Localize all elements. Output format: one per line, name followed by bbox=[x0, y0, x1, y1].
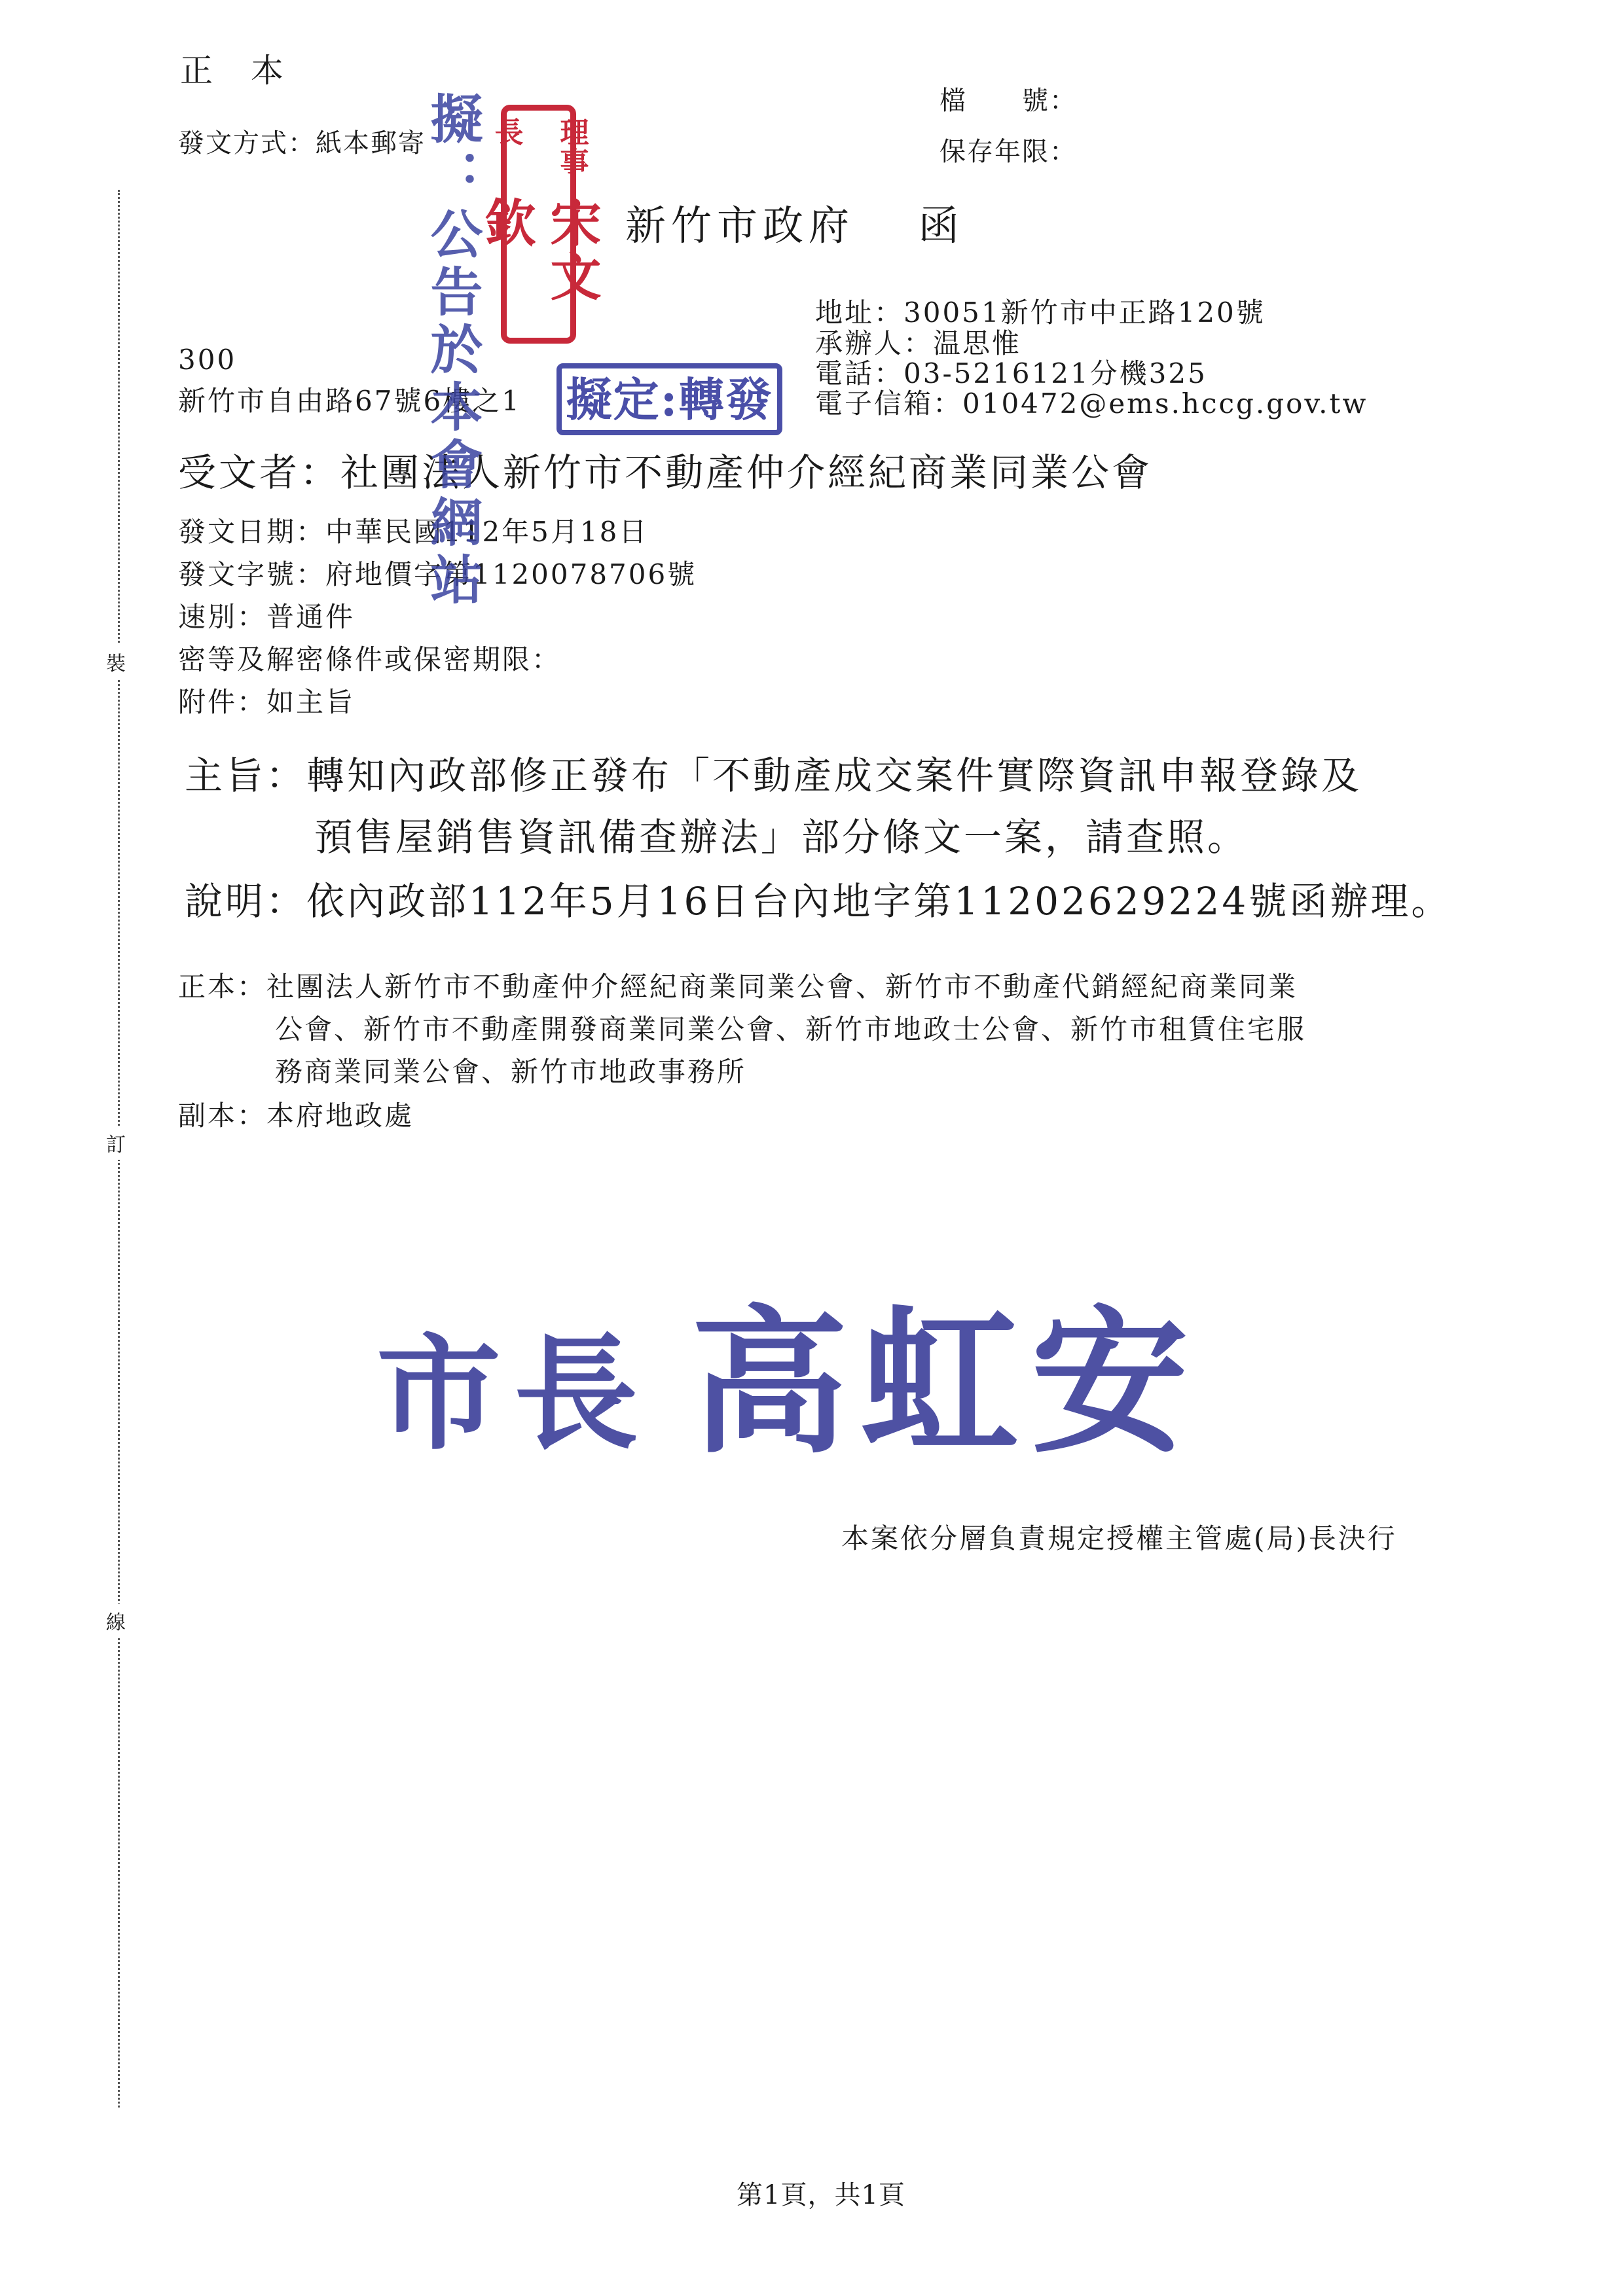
subject-line-1: 主旨：轉知內政部修正發布「不動產成交案件實際資訊申報登錄及 bbox=[185, 753, 1362, 798]
speed: 速別：普通件 bbox=[178, 601, 356, 633]
binding-char-2: 訂 bbox=[106, 1126, 126, 1160]
distribution-original-line-1: 正本：社團法人新竹市不動產仲介經紀商業同業公會、新竹市不動產代銷經紀商業同業 bbox=[178, 971, 1298, 1003]
recipient-postal-code: 300 bbox=[178, 344, 237, 376]
recipient-address: 新竹市自由路67號6樓之1 bbox=[178, 385, 521, 417]
mayor-title: 市長 bbox=[376, 1321, 652, 1467]
page-number: 第1頁，共1頁 bbox=[737, 2180, 905, 2210]
chairman-name: 宋文欽 bbox=[476, 196, 602, 304]
delivery-method: 發文方式：紙本郵寄 bbox=[178, 128, 426, 158]
recipient-to: 受文者：社團法人新竹市不動產仲介經紀商業同業公會 bbox=[178, 450, 1153, 495]
confidentiality: 密等及解密條件或保密期限： bbox=[178, 643, 562, 675]
attachment: 附件：如主旨 bbox=[178, 686, 356, 718]
distribution-copy: 副本：本府地政處 bbox=[178, 1100, 414, 1132]
issue-date: 發文日期：中華民國112年5月18日 bbox=[178, 516, 649, 548]
mayor-signature-seal bbox=[376, 1257, 1201, 1482]
delegation-note: 本案依分層負責規定授權主管處(局)長決行 bbox=[841, 1522, 1397, 1554]
sender-address: 地址：30051新竹市中正路120號 bbox=[815, 296, 1266, 329]
binding-char-3: 線 bbox=[106, 1604, 126, 1638]
distribution-original-line-2: 公會、新竹市不動產開發商業同業公會、新竹市地政士公會、新竹市租賃住宅服 bbox=[275, 1013, 1307, 1045]
binding-char-1: 裝 bbox=[106, 645, 126, 679]
retention-label: 保存年限： bbox=[939, 137, 1077, 167]
file-number-label: 檔 號： bbox=[939, 86, 1077, 116]
sender-org-title: 新竹市政府 函 bbox=[625, 202, 964, 249]
explanation: 說明：依內政部112年5月16日台內地字第11202629224號函辦理。 bbox=[185, 879, 1452, 924]
chairman-title: 理事長 bbox=[489, 117, 589, 177]
subject-line-2: 預售屋銷售資訊備查辦法」部分條文一案，請查照。 bbox=[314, 815, 1249, 859]
contact-email: 電子信箱：010472@ems.hccg.gov.tw bbox=[815, 387, 1368, 420]
contact-phone: 電話：03-5216121分機325 bbox=[815, 357, 1207, 389]
contact-person: 承辦人：温思惟 bbox=[815, 327, 1022, 359]
approval-stamp: 擬定:轉發 bbox=[556, 363, 782, 435]
doc-number: 發文字號：府地價字第1120078706號 bbox=[178, 558, 697, 590]
handwritten-note-stamp: 擬：公告於本會網站 bbox=[422, 92, 483, 610]
mayor-name: 高虹安 bbox=[691, 1290, 1202, 1475]
chairman-seal bbox=[476, 105, 602, 344]
distribution-original-line-3: 務商業同業公會、新竹市地政事務所 bbox=[275, 1056, 747, 1088]
copy-type: 正 本 bbox=[180, 52, 286, 90]
